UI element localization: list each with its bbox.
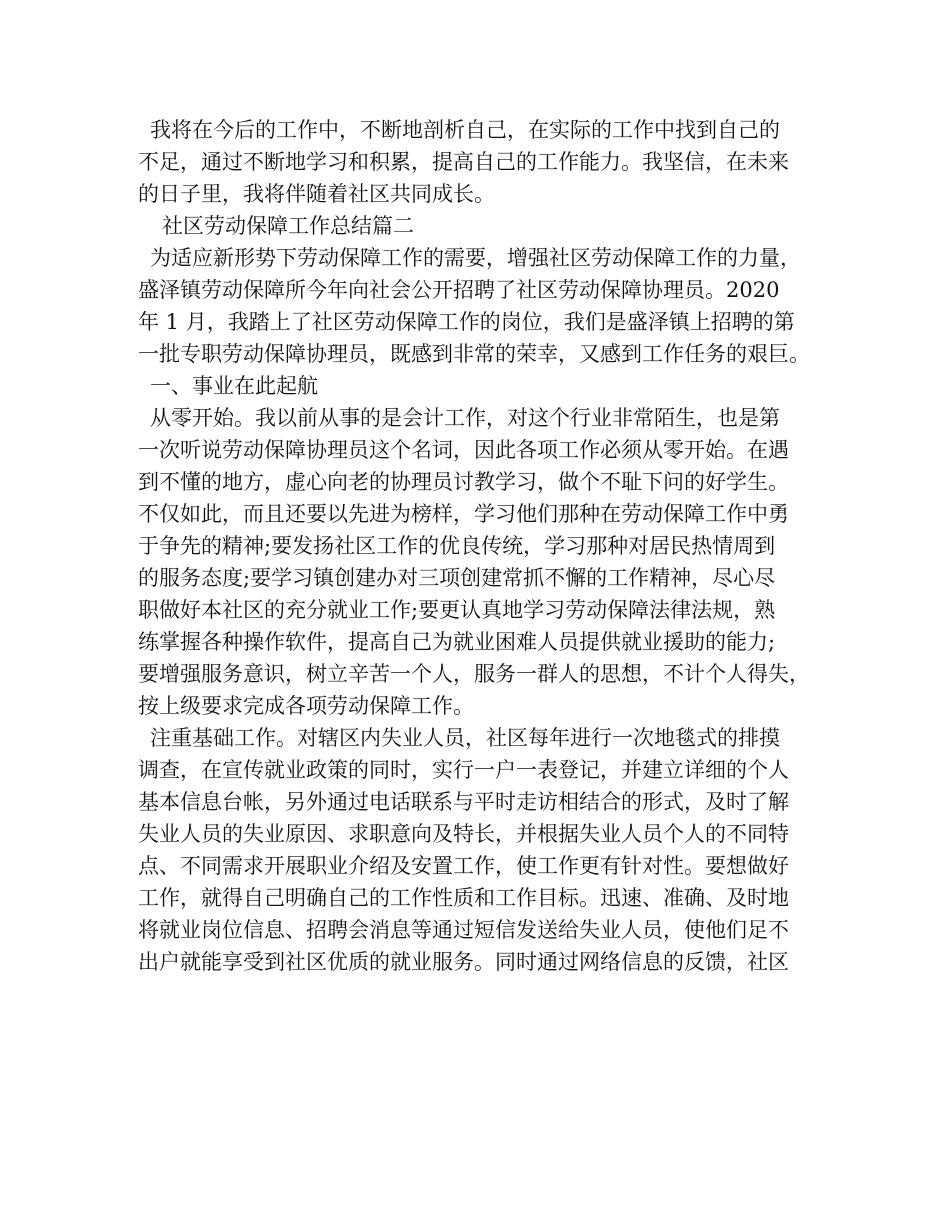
text-line: 调查，在宣传就业政策的同时，实行一户一表登记，并建立详细的个人: [138, 758, 789, 782]
text-line: 职做好本社区的充分就业工作;要更认真地学习劳动保障法律法规，熟: [138, 598, 776, 622]
text-line: 按上级要求完成各项劳动保障工作。: [138, 694, 474, 718]
text-line: 点、不同需求开展职业介绍及安置工作，使工作更有针对性。要想做好: [138, 854, 789, 878]
text-line: 的日子里，我将伴随着社区共同成长。: [138, 182, 495, 206]
text-line: 年 1 月，我踏上了社区劳动保障工作的岗位，我们是盛泽镇上招聘的第: [138, 310, 795, 334]
text-line: 一次听说劳动保障协理员这个名词，因此各项工作必须从零开始。在遇: [138, 438, 789, 462]
text-line: 注重基础工作。对辖区内失业人员，社区每年进行一次地毯式的排摸: [150, 726, 780, 750]
text-line: 盛泽镇劳动保障所今年向社会公开招聘了社区劳动保障协理员。2020: [138, 278, 780, 302]
text-line: 失业人员的失业原因、求职意向及特长，并根据失业人员个人的不同特: [138, 822, 789, 846]
text-line: 为适应新形势下劳动保障工作的需要，增强社区劳动保障工作的力量，: [150, 246, 801, 270]
text-line: 一批专职劳动保障协理员，既感到非常的荣幸，又感到工作任务的艰巨。: [138, 342, 810, 366]
section-heading: 社区劳动保障工作总结篇二: [162, 214, 414, 238]
text-line: 工作，就得自己明确自己的工作性质和工作目标。迅速、准确、及时地: [138, 886, 789, 910]
text-line: 不仅如此，而且还要以先进为榜样，学习他们那种在劳动保障工作中勇: [138, 502, 789, 526]
text-line: 将就业岗位信息、招聘会消息等通过短信发送给失业人员，使他们足不: [138, 918, 789, 942]
document-body: [138, 114, 828, 978]
text-line: 不足，通过不断地学习和积累，提高自己的工作能力。我坚信，在未来: [138, 150, 789, 174]
text-line: 练掌握各种操作软件，提高自己为就业困难人员提供就业援助的能力;: [138, 630, 776, 654]
text-line: 到不懂的地方，虚心向老的协理员讨教学习，做个不耻下问的好学生。: [138, 470, 789, 494]
text-line: 从零开始。我以前从事的是会计工作，对这个行业非常陌生，也是第: [150, 406, 780, 430]
text-line: 的服务态度;要学习镇创建办对三项创建常抓不懈的工作精神，尽心尽: [138, 566, 776, 590]
text-line: 要增强服务意识，树立辛苦一个人，服务一群人的思想，不计个人得失，: [138, 662, 810, 686]
text-line: 出户就能享受到社区优质的就业服务。同时通过网络信息的反馈，社区: [138, 950, 789, 974]
text-line: 我将在今后的工作中，不断地剖析自己，在实际的工作中找到自己的: [150, 118, 780, 142]
text-line: 于争先的精神;要发扬社区工作的优良传统，学习那种对居民热情周到: [138, 534, 776, 558]
text-line: 基本信息台帐，另外通过电话联系与平时走访相结合的形式，及时了解: [138, 790, 789, 814]
subsection-heading: 一、事业在此起航: [150, 374, 318, 398]
